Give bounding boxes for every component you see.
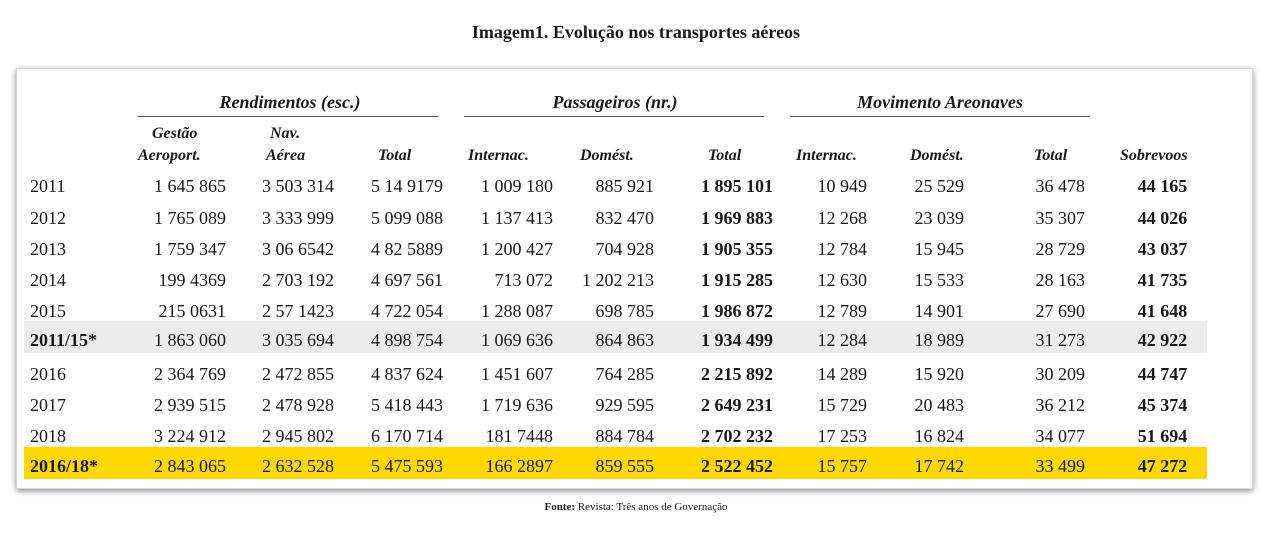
subheader-gestao-line1: Gestão xyxy=(152,125,198,142)
cell-sobrevoos: 45 374 xyxy=(1137,395,1188,415)
cell-gestao: 1 765 089 xyxy=(154,208,226,228)
cell-sobrevoos: 41 735 xyxy=(1137,270,1188,290)
cell-domest-pass: 864 863 xyxy=(595,330,654,350)
cell-domest-mov: 20 483 xyxy=(914,395,964,415)
cell-year: 2018 xyxy=(30,426,66,446)
cell-domest-mov: 15 533 xyxy=(914,270,964,290)
cell-internac-mov: 12 268 xyxy=(817,208,867,228)
cell-internac-pass: 1 200 427 xyxy=(481,239,553,259)
source-caption xyxy=(0,501,1272,513)
cell-nav: 3 333 999 xyxy=(262,208,334,228)
cell-domest-mov: 23 039 xyxy=(914,208,964,228)
source-label: Fonte: xyxy=(544,501,576,513)
cell-total-mov: 30 209 xyxy=(1035,364,1085,384)
group-header-movimento: Movimento Areonaves xyxy=(857,92,1023,112)
subheader-nav-line2: Aérea xyxy=(266,147,306,164)
cell-domest-mov: 15 945 xyxy=(914,239,964,259)
cell-total-rend: 4 898 754 xyxy=(371,330,443,350)
cell-sobrevoos: 43 037 xyxy=(1137,239,1188,259)
cell-internac-mov: 12 789 xyxy=(817,301,867,321)
cell-total-pass: 1 895 101 xyxy=(701,176,773,196)
cell-total-mov: 33 499 xyxy=(1035,456,1085,476)
cell-year: 2016/18* xyxy=(30,456,99,476)
cell-nav: 3 06 6542 xyxy=(262,239,334,259)
table-row xyxy=(0,234,1272,265)
group-underline-passageiros xyxy=(464,116,764,117)
cell-total-pass: 1 986 872 xyxy=(701,301,773,321)
cell-total-rend: 5 418 443 xyxy=(371,395,443,415)
cell-sobrevoos: 42 922 xyxy=(1137,330,1188,350)
cell-internac-mov: 14 289 xyxy=(817,364,867,384)
cell-year: 2017 xyxy=(30,395,66,415)
cell-total-rend: 4 722 054 xyxy=(371,301,443,321)
cell-total-mov: 28 163 xyxy=(1035,270,1085,290)
cell-internac-pass: 1 719 636 xyxy=(481,395,553,415)
cell-nav: 2 472 855 xyxy=(262,364,334,384)
cell-sobrevoos: 44 026 xyxy=(1137,208,1188,228)
cell-total-rend: 5 475 593 xyxy=(371,456,443,476)
cell-year: 2012 xyxy=(30,208,66,228)
table-row xyxy=(0,390,1272,421)
cell-nav: 2 632 528 xyxy=(262,456,334,476)
cell-internac-pass: 1 288 087 xyxy=(481,301,553,321)
cell-gestao: 1 863 060 xyxy=(154,330,226,350)
cell-domest-mov: 15 920 xyxy=(914,364,964,384)
cell-domest-pass: 1 202 213 xyxy=(582,270,654,290)
cell-internac-pass: 1 009 180 xyxy=(481,176,553,196)
subheader-domest-passageiros: Domést. xyxy=(580,147,634,164)
cell-sobrevoos: 44 165 xyxy=(1137,176,1188,196)
cell-total-rend: 6 170 714 xyxy=(371,426,443,446)
cell-total-rend: 4 82 5889 xyxy=(371,239,443,259)
cell-domest-pass: 704 928 xyxy=(595,239,654,259)
cell-total-pass: 1 905 355 xyxy=(701,239,773,259)
cell-internac-pass: 181 7448 xyxy=(485,426,553,446)
cell-internac-mov: 15 757 xyxy=(817,456,867,476)
subheader-gestao-line2: Aeroport. xyxy=(138,147,201,164)
subheader-total-movimento: Total xyxy=(1034,147,1068,164)
cell-nav: 3 503 314 xyxy=(262,176,334,196)
cell-nav: 2 57 1423 xyxy=(262,301,334,321)
cell-internac-mov: 17 253 xyxy=(817,426,867,446)
group-header-passageiros: Passageiros (nr.) xyxy=(552,92,678,112)
cell-gestao: 215 0631 xyxy=(158,301,226,321)
cell-gestao: 2 843 065 xyxy=(154,456,226,476)
cell-internac-pass: 1 137 413 xyxy=(481,208,553,228)
cell-nav: 2 478 928 xyxy=(262,395,334,415)
subheader-sobrevoos: Sobrevoos xyxy=(1120,147,1188,164)
cell-total-pass: 1 934 499 xyxy=(701,330,773,350)
cell-internac-pass: 1 069 636 xyxy=(481,330,553,350)
cell-gestao: 1 759 347 xyxy=(154,239,226,259)
cell-domest-pass: 832 470 xyxy=(595,208,654,228)
cell-domest-pass: 859 555 xyxy=(595,456,654,476)
cell-year: 2011/15* xyxy=(30,330,98,350)
cell-year: 2014 xyxy=(30,270,66,290)
cell-domest-mov: 14 901 xyxy=(914,301,964,321)
table-row xyxy=(0,296,1272,327)
cell-domest-mov: 25 529 xyxy=(914,176,964,196)
cell-internac-pass: 1 451 607 xyxy=(481,364,553,384)
cell-total-rend: 4 837 624 xyxy=(371,364,443,384)
cell-total-mov: 34 077 xyxy=(1035,426,1085,446)
group-underline-movimento xyxy=(790,116,1090,117)
table-row xyxy=(0,325,1272,356)
cell-internac-mov: 12 284 xyxy=(817,330,867,350)
subheader-total-passageiros: Total xyxy=(708,147,742,164)
group-header-rendimentos: Rendimentos (esc.) xyxy=(219,92,361,112)
cell-internac-mov: 15 729 xyxy=(817,395,867,415)
cell-domest-pass: 885 921 xyxy=(595,176,654,196)
cell-total-mov: 27 690 xyxy=(1035,301,1085,321)
table-row xyxy=(0,171,1272,202)
cell-gestao: 3 224 912 xyxy=(154,426,226,446)
cell-sobrevoos: 51 694 xyxy=(1137,426,1188,446)
cell-year: 2013 xyxy=(30,239,66,259)
cell-year: 2011 xyxy=(30,176,66,196)
table-row xyxy=(0,421,1272,452)
cell-total-rend: 4 697 561 xyxy=(371,270,443,290)
cell-total-pass: 1 915 285 xyxy=(701,270,773,290)
cell-total-mov: 28 729 xyxy=(1035,239,1085,259)
cell-total-pass: 2 649 231 xyxy=(701,395,773,415)
figure-title: Imagem1. Evolução nos transportes aéreos xyxy=(471,22,801,42)
cell-internac-mov: 10 949 xyxy=(817,176,867,196)
subheader-domest-movimento: Domést. xyxy=(910,147,964,164)
cell-year: 2016 xyxy=(30,364,66,384)
cell-total-rend: 5 14 9179 xyxy=(371,176,443,196)
cell-total-mov: 36 478 xyxy=(1035,176,1085,196)
cell-total-pass: 2 702 232 xyxy=(701,426,773,446)
table-row xyxy=(0,359,1272,390)
cell-sobrevoos: 41 648 xyxy=(1137,301,1188,321)
cell-gestao: 199 4369 xyxy=(158,270,226,290)
cell-total-pass: 2 522 452 xyxy=(701,456,773,476)
cell-year: 2015 xyxy=(30,301,66,321)
cell-domest-pass: 764 285 xyxy=(595,364,654,384)
table-row xyxy=(0,451,1272,482)
cell-sobrevoos: 44 747 xyxy=(1137,364,1188,384)
cell-domest-mov: 16 824 xyxy=(914,426,964,446)
cell-total-mov: 36 212 xyxy=(1035,395,1085,415)
cell-domest-pass: 884 784 xyxy=(595,426,654,446)
cell-domest-pass: 929 595 xyxy=(595,395,654,415)
subheader-internac-movimento: Internac. xyxy=(796,147,857,164)
cell-internac-mov: 12 784 xyxy=(817,239,867,259)
cell-internac-pass: 166 2897 xyxy=(485,456,553,476)
cell-gestao: 1 645 865 xyxy=(154,176,226,196)
cell-sobrevoos: 47 272 xyxy=(1137,456,1188,476)
cell-domest-mov: 18 989 xyxy=(914,330,964,350)
table-row xyxy=(0,203,1272,234)
cell-nav: 2 945 802 xyxy=(262,426,334,446)
cell-total-mov: 35 307 xyxy=(1035,208,1085,228)
group-underline-rendimentos xyxy=(138,116,438,117)
subheader-internac-passageiros: Internac. xyxy=(468,147,529,164)
subheader-nav-line1: Nav. xyxy=(270,125,301,142)
cell-total-mov: 31 273 xyxy=(1035,330,1085,350)
subheader-total-rendimentos: Total xyxy=(378,147,412,164)
cell-domest-mov: 17 742 xyxy=(914,456,964,476)
source-text: Revista: Três anos de Governação xyxy=(577,501,728,513)
table-row xyxy=(0,265,1272,296)
cell-internac-pass: 713 072 xyxy=(494,270,553,290)
cell-nav: 2 703 192 xyxy=(262,270,334,290)
cell-nav: 3 035 694 xyxy=(262,330,334,350)
cell-internac-mov: 12 630 xyxy=(817,270,867,290)
cell-gestao: 2 364 769 xyxy=(154,364,226,384)
cell-domest-pass: 698 785 xyxy=(595,301,654,321)
cell-total-rend: 5 099 088 xyxy=(371,208,443,228)
cell-gestao: 2 939 515 xyxy=(154,395,226,415)
cell-total-pass: 2 215 892 xyxy=(701,364,773,384)
cell-total-pass: 1 969 883 xyxy=(701,208,773,228)
